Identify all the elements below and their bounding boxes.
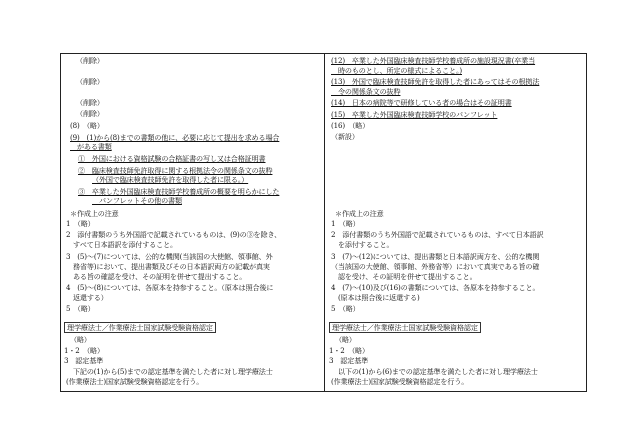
right-line: (原本は照合後に返還する): [331, 293, 420, 302]
left-line: 1・2 （略）: [64, 346, 104, 355]
right-line: 認を受け、その証明を併せて提出すること。: [331, 272, 477, 281]
left-line: ある旨の確認を受け、その証明を併せて提出すること。: [66, 272, 247, 281]
left-line: （外国で臨床検査技師免許を取得した者に限る。）: [92, 175, 249, 184]
right-line: 1 （略）: [331, 219, 360, 228]
right-line: 2 添付書類のうち外国語で記載されているものは、すべて日本語訳: [331, 230, 544, 239]
right-line: (15) 卒業した外国臨床検査技師学校のパンフレット: [331, 110, 498, 119]
right-line: 令の関係条文の抜粋: [331, 87, 401, 96]
right-line: ＊作成上の注意: [335, 209, 384, 218]
right-line: (16) （略）: [331, 121, 370, 130]
right-section-heading: 理学療法士／作業療法士国家試験受験資格認定: [329, 322, 481, 333]
right-line: を添付すること。: [331, 240, 394, 249]
right-line: （略）: [335, 335, 356, 344]
left-section-heading: 理学療法士／作業療法士国家試験受験資格認定: [64, 322, 216, 333]
left-line: 4 (5)～(8)については、各原本を持参すること。（原本は照合後に: [66, 283, 274, 292]
right-line: 3 (7)～(12)については、提出書類と日本語訳両方を、公的な機関: [331, 252, 540, 261]
left-line: 3 認定基準: [64, 356, 104, 365]
column-divider: [324, 54, 325, 391]
left-line: (8) （略）: [70, 121, 104, 130]
left-line: ② 臨床検査技師免許取得に関する根拠法令の関係条文の抜粋: [78, 166, 273, 175]
right-line: (14) 日本の病院等で研修している者の場合はその証明書: [331, 98, 512, 107]
right-line: （新設）: [331, 132, 359, 141]
left-line: （削除）: [76, 98, 104, 107]
right-line: 時のものとし、所定の様式によること。): [331, 66, 462, 75]
right-line: （当該国の大使館、領事館、外務省等）において真実である旨の確: [331, 262, 540, 271]
right-line: 4 (7)～(10)及び(16)の書類については、各原本を持参すること。: [331, 283, 540, 292]
left-line: （削除）: [76, 109, 104, 118]
left-line: 務省等)において、提出書類及びその日本語訳両方の記載が真実: [66, 262, 270, 271]
left-line: ① 外国における資格試験の合格証書の写し又は合格証明書: [78, 154, 266, 163]
left-line: （削除）: [76, 77, 104, 86]
right-line: 5 （略）: [331, 304, 360, 313]
left-line: パンフレットその他の書類: [92, 196, 182, 205]
right-line: (12) 卒業した外国臨床検査技師学校養成所の施設現況書(卒業当: [331, 56, 536, 65]
right-line: 以下の(1)から(6)までの認定基準を満たした者に対し理学療法士: [331, 367, 538, 376]
left-line: 下記の(1)から(5)までの認定基準を満たした者に対し理学療法士: [66, 367, 273, 376]
comparison-table: [60, 53, 587, 392]
right-line: 1・2 （略）: [329, 346, 369, 355]
left-line: ③ 卒業した外国臨床検査技師学校養成所の概要を明らかにした: [78, 187, 280, 196]
left-line: ＊作成上の注意: [70, 209, 119, 218]
left-line: (9) (1)から(8)までの書類の他に、必要に応じて提出を求める場合: [70, 133, 280, 142]
left-line: すべて日本語訳を添付すること。: [66, 240, 177, 249]
left-line: がある書類: [70, 142, 112, 151]
left-line: （略）: [70, 335, 91, 344]
right-line: (作業療法士)国家試験受験資格認定を行う。: [331, 377, 469, 386]
left-line: 2 添付書類のうち外国語で記載されているものは、(9)の③を除き、: [66, 230, 282, 239]
right-line: 3 認定基準: [329, 356, 369, 365]
left-line: 返還する）: [66, 293, 108, 302]
right-line: (13) 外国で臨床検査技師免許を取得した者にあってはその根拠法: [331, 77, 540, 86]
left-line: (作業療法士)国家試験受験資格認定を行う。: [66, 377, 204, 386]
left-line: 1 （略）: [66, 219, 95, 228]
left-line: （削除）: [76, 56, 104, 65]
left-line: 3 (5)～(7)については、公的な機関(当該国の大使館、領事館、外: [66, 252, 273, 261]
left-line: 5 （略）: [66, 304, 95, 313]
